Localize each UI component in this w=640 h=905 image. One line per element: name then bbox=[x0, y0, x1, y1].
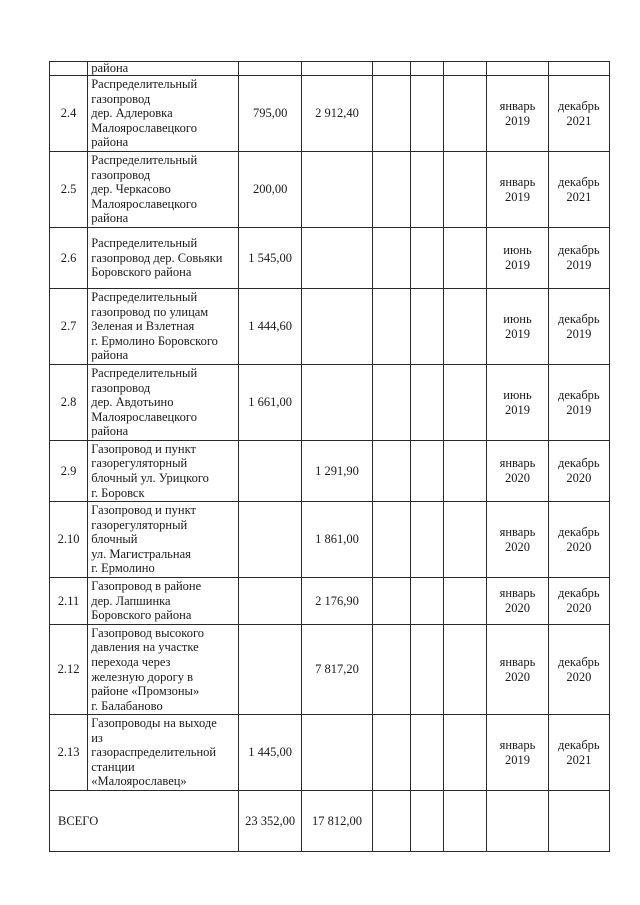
empty-cell bbox=[444, 76, 487, 152]
row-number: 2.7 bbox=[50, 289, 88, 365]
row-name: Газопровод высокого давления на участке перехода через железную дорогу в районе «Промзоны» г. Балабаново bbox=[88, 625, 239, 715]
end-date: декабрь 2019 bbox=[548, 228, 609, 289]
total-value-col2: 17 812,00 bbox=[302, 791, 372, 852]
start-date: январь 2019 bbox=[487, 76, 548, 152]
empty-cell bbox=[372, 715, 410, 791]
empty-cell bbox=[372, 441, 410, 502]
value-col2: 7 817,20 bbox=[302, 625, 372, 715]
value-col1 bbox=[239, 502, 302, 578]
empty-cell bbox=[372, 625, 410, 715]
end-date: декабрь 2021 bbox=[548, 715, 609, 791]
row-name: Распределительный газопровод дер. Авдотьино Малоярославецкого района bbox=[88, 365, 239, 441]
table-row bbox=[50, 715, 610, 791]
empty-cell bbox=[372, 791, 410, 852]
value-col2 bbox=[302, 228, 372, 289]
empty-cell bbox=[444, 625, 487, 715]
end-date: декабрь 2020 bbox=[548, 441, 609, 502]
table-row bbox=[50, 62, 610, 76]
empty-cell bbox=[444, 441, 487, 502]
end-date: декабрь 2020 bbox=[548, 578, 609, 625]
start-date: январь 2020 bbox=[487, 578, 548, 625]
value-col1: 1 545,00 bbox=[239, 228, 302, 289]
row-number: 2.10 bbox=[50, 502, 88, 578]
row-name: Распределительный газопровод по улицам Зеленая и Взлетная г. Ермолино Боровского района bbox=[88, 289, 239, 365]
value-col2: 2 912,40 bbox=[302, 76, 372, 152]
table-row bbox=[50, 365, 610, 441]
empty-cell bbox=[372, 76, 410, 152]
empty-cell bbox=[444, 791, 487, 852]
row-number: 2.12 bbox=[50, 625, 88, 715]
empty-cell bbox=[410, 62, 443, 76]
row-number: 2.11 bbox=[50, 578, 88, 625]
empty-cell bbox=[410, 365, 443, 441]
empty-cell bbox=[444, 152, 487, 228]
table-row bbox=[50, 441, 610, 502]
empty-cell bbox=[410, 625, 443, 715]
value-col1: 795,00 bbox=[239, 76, 302, 152]
empty-cell bbox=[444, 62, 487, 76]
empty-cell bbox=[410, 441, 443, 502]
empty-cell bbox=[410, 715, 443, 791]
value-col2 bbox=[302, 289, 372, 365]
empty-cell bbox=[444, 228, 487, 289]
value-col2: 1 861,00 bbox=[302, 502, 372, 578]
total-value-col1: 23 352,00 bbox=[239, 791, 302, 852]
row-number: 2.8 bbox=[50, 365, 88, 441]
table-row bbox=[50, 228, 610, 289]
table-row bbox=[50, 502, 610, 578]
empty-cell bbox=[372, 578, 410, 625]
end-date: декабрь 2021 bbox=[548, 76, 609, 152]
start-date: январь 2020 bbox=[487, 502, 548, 578]
start-date: январь 2020 bbox=[487, 441, 548, 502]
end-date: декабрь 2020 bbox=[548, 625, 609, 715]
end-date bbox=[548, 62, 609, 76]
empty-cell bbox=[410, 228, 443, 289]
start-date: июнь 2019 bbox=[487, 228, 548, 289]
row-number: 2.4 bbox=[50, 76, 88, 152]
empty-cell bbox=[487, 791, 548, 852]
start-date: январь 2019 bbox=[487, 715, 548, 791]
empty-cell bbox=[372, 152, 410, 228]
value-col1: 1 661,00 bbox=[239, 365, 302, 441]
table-row bbox=[50, 289, 610, 365]
table-row bbox=[50, 76, 610, 152]
value-col2 bbox=[302, 365, 372, 441]
empty-cell bbox=[372, 365, 410, 441]
row-name: Распределительный газопровод дер. Черкасово Малоярославецкого района bbox=[88, 152, 239, 228]
value-col2: 2 176,90 bbox=[302, 578, 372, 625]
row-name: Распределительный газопровод дер. Совьяки Боровского района bbox=[88, 228, 239, 289]
row-name: Газопровод и пункт газорегуляторный блочный ул. Магистральная г. Ермолино bbox=[88, 502, 239, 578]
value-col2: 1 291,90 bbox=[302, 441, 372, 502]
empty-cell bbox=[372, 228, 410, 289]
value-col1 bbox=[239, 578, 302, 625]
investment-table bbox=[49, 61, 610, 852]
end-date: декабрь 2019 bbox=[548, 365, 609, 441]
value-col2 bbox=[302, 62, 372, 76]
empty-cell bbox=[372, 289, 410, 365]
empty-cell bbox=[410, 578, 443, 625]
total-row bbox=[50, 791, 610, 852]
value-col1: 1 444,60 bbox=[239, 289, 302, 365]
end-date: декабрь 2019 bbox=[548, 289, 609, 365]
empty-cell bbox=[410, 289, 443, 365]
row-name: Газопроводы на выходе из газораспределительной станции «Малоярославец» bbox=[88, 715, 239, 791]
value-col1 bbox=[239, 441, 302, 502]
empty-cell bbox=[444, 289, 487, 365]
table-row bbox=[50, 578, 610, 625]
row-name: района bbox=[88, 62, 239, 76]
value-col1 bbox=[239, 62, 302, 76]
start-date bbox=[487, 62, 548, 76]
total-label: ВСЕГО bbox=[50, 791, 239, 852]
end-date: декабрь 2020 bbox=[548, 502, 609, 578]
start-date: январь 2019 bbox=[487, 152, 548, 228]
start-date: январь 2020 bbox=[487, 625, 548, 715]
value-col2 bbox=[302, 715, 372, 791]
table-row bbox=[50, 625, 610, 715]
empty-cell bbox=[444, 715, 487, 791]
empty-cell bbox=[410, 502, 443, 578]
row-number: 2.6 bbox=[50, 228, 88, 289]
empty-cell bbox=[444, 502, 487, 578]
row-name: Газопровод в районе дер. Лапшинка Боровского района bbox=[88, 578, 239, 625]
empty-cell bbox=[410, 791, 443, 852]
row-name: Газопровод и пункт газорегуляторный блочный ул. Урицкого г. Боровск bbox=[88, 441, 239, 502]
table-row bbox=[50, 152, 610, 228]
empty-cell bbox=[444, 365, 487, 441]
end-date: декабрь 2021 bbox=[548, 152, 609, 228]
row-name: Распределительный газопровод дер. Адлеровка Малоярославецкого района bbox=[88, 76, 239, 152]
empty-cell bbox=[410, 152, 443, 228]
start-date: июнь 2019 bbox=[487, 289, 548, 365]
row-number: 2.5 bbox=[50, 152, 88, 228]
row-number: 2.9 bbox=[50, 441, 88, 502]
value-col2 bbox=[302, 152, 372, 228]
row-number bbox=[50, 62, 88, 76]
value-col1: 1 445,00 bbox=[239, 715, 302, 791]
start-date: июнь 2019 bbox=[487, 365, 548, 441]
empty-cell bbox=[372, 62, 410, 76]
empty-cell bbox=[372, 502, 410, 578]
value-col1 bbox=[239, 625, 302, 715]
empty-cell bbox=[410, 76, 443, 152]
empty-cell bbox=[444, 578, 487, 625]
row-number: 2.13 bbox=[50, 715, 88, 791]
value-col1: 200,00 bbox=[239, 152, 302, 228]
empty-cell bbox=[548, 791, 609, 852]
